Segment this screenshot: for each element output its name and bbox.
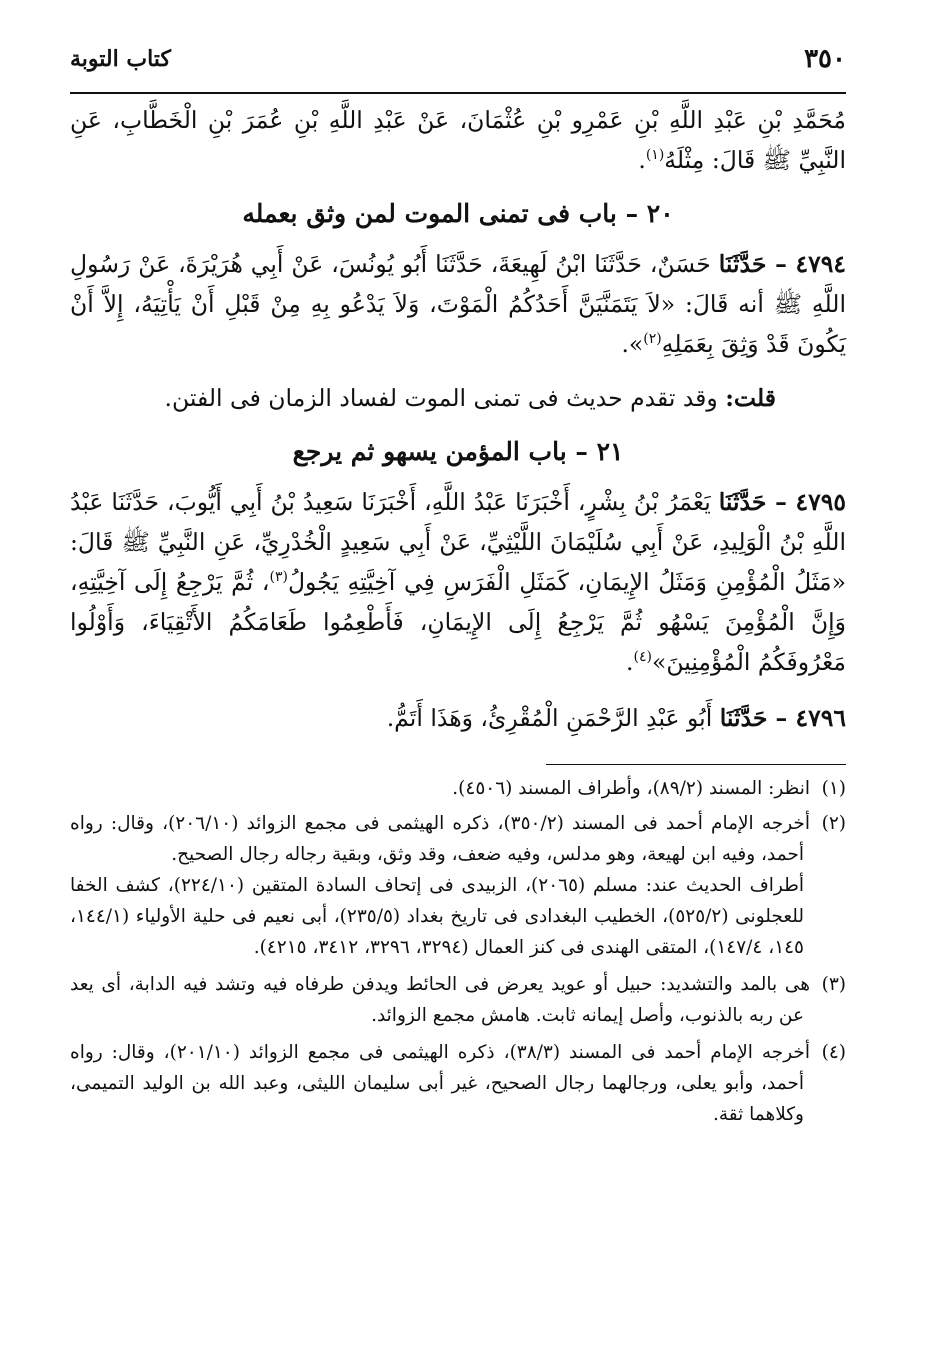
footnote-text: هى بالمد والتشديد: حبيل أو عويد يعرض فى الحائط ويدفن طرفاه فيه وتشد فيه الدابة، أى يعد عن ربه بالذنوب، وأصل إيمانه ثابت. هامش مجمع الزوائد. xyxy=(70,974,810,1026)
hadith-text: حَسَنٌ، حَدَّثَنَا ابْنُ لَهِيعَةَ، حَدَّثَنَا أَبُو يُونُسَ، عَنْ أَبِي هُرَيْرَةَ، عَنْ رَسُولِ اللَّهِ ﷺ أنه قَالَ: «لاَ يَتَمَنَّيَنَّ أَحَدُكُمُ الْمَوْتَ، وَلاَ يَدْعُو بِهِ مِنْ قَبْلِ أَنْ يَأْتِيَهُ، إِلاَّ أَنْ يَكُونَ قَدْ وَثِقَ بِعَمَلِهِ xyxy=(70,250,846,358)
footnote-text: أخرجه الإمام أحمد فى المسند (٣٥٠/٢)، ذكره الهيثمى فى مجمع الزوائد (٢٠٦/١٠)، وقال: رواه أحمد، وفيه ابن لهيعة، وهو مدلس، وفيه ضعف، وقد وثق، وبقية رجاله رجال الصحيح. xyxy=(70,813,810,865)
book-title: كتاب التوبة xyxy=(70,46,171,72)
qult-note xyxy=(70,378,846,418)
footnote-ref[interactable]: (٢) xyxy=(643,331,662,348)
continuation-text: مُحَمَّدِ بْنِ عَبْدِ اللَّهِ بْنِ عَمْرِو بْنِ عُثْمَانَ، عَنْ عَبْدِ اللَّهِ بْنِ عُمَرَ بْنِ الْخَطَّابِ، عَنِ النَّبِيِّ ﷺ قَالَ: مِثْلَهُ xyxy=(70,106,846,174)
hadith-opening: حَدَّثَنَا xyxy=(719,704,768,732)
continuation-end: . xyxy=(638,146,646,174)
header-rule xyxy=(70,92,846,94)
hadith-4795 xyxy=(70,482,846,682)
hadith-opening: حَدَّثَنَا xyxy=(718,250,767,278)
section-heading-20: ٢٠ – باب فى تمنى الموت لمن وثق بعمله xyxy=(242,199,674,228)
hadith-4796 xyxy=(70,698,846,738)
hadith-text: يَعْمَرُ بْنُ بِشْرٍ، أَخْبَرَنَا عَبْدُ اللَّهِ، أَخْبَرَنَا سَعِيدُ بْنُ أَبِي أَيُّوبَ، حَدَّثَنَا عَبْدُ اللَّهِ بْنُ الْوَلِيدِ، عَنْ أَبِي سُلَيْمَانَ اللَّيْثِيِّ، عَنْ أَبِي سَعِيدٍ الْخُدْرِيِّ، عَنِ النَّبِيِّ ﷺ قَالَ: «مَثَلُ الْمُؤْمِنِ وَمَثَلُ الإِيمَانِ، كَمَثَلِ الْفَرَسِ فِي آخِيَّتِهِ يَجُولُ xyxy=(70,488,846,596)
section-heading-21: ٢١ – باب المؤمن يسهو ثم يرجع xyxy=(292,437,624,466)
footnote-2 xyxy=(70,808,846,870)
hadith-number: ٤٧٩٦ – xyxy=(767,704,846,732)
footnotes xyxy=(70,773,846,1130)
hadith-text: ، ثُمَّ يَرْجِعُ إِلَى آخِيَّتِهِ، وَإِنَّ الْمُؤْمِنَ يَسْهُو ثُمَّ يَرْجِعُ إِلَى الإِيمَانِ، فَأَطْعِمُوا طَعَامَكُمُ الأَتْقِيَاءَ، وَأَوْلُوا مَعْرُوفَكُمُ الْمُؤْمِنِينَ» xyxy=(70,568,846,676)
footnote-3 xyxy=(70,969,846,1031)
footnote-number: (١) xyxy=(821,778,846,799)
qult-label: قلت: xyxy=(725,384,776,412)
qult-text: وقد تقدم حديث فى تمنى الموت لفساد الزمان فى الفتن. xyxy=(164,384,726,412)
footnote-number: (٢) xyxy=(821,813,846,834)
hadith-end: . xyxy=(626,648,634,676)
footnote-number: (٤) xyxy=(821,1042,846,1063)
page-number: ٣٥٠ xyxy=(804,44,846,74)
hadith-number: ٤٧٩٥ – xyxy=(766,488,846,516)
footnote-2-continuation: أطراف الحديث عند: مسلم (٢٠٦٥)، الزبيدى فى إتحاف السادة المتقين (٢٢٤/١٠)، كشف الخفا للعجلونى (٥٢٥/٢)، الخطيب البغدادى فى تاريخ بغداد (٢٣٥/٥)، أبى نعيم فى حلية الأولياء (١٤٤/١، ١٤٥، ١٤٧/٤)، المتقى الهندى فى كنز العمال (٣٢٩٤، ٣٢٩٦، ٣٤١٢، ٤٢١٥). xyxy=(70,875,805,958)
footnote-4 xyxy=(70,1037,846,1130)
hadith-end: ». xyxy=(621,330,644,358)
footnote-text: أخرجه الإمام أحمد فى المسند (٣٨/٣)، ذكره الهيثمى فى مجمع الزوائد (٢٠١/١٠)، وقال: رواه أحمد، وأبو يعلى، ورجالهما رجال الصحيح، غير أبى سليمان الليثى، وعبد الله بن الوليد التميمى، وكلاهما ثقة. xyxy=(70,1042,810,1125)
hadith-text: أَبُو عَبْدِ الرَّحْمَنِ الْمُقْرِئُ، وَهَذَا أَتَمُّ. xyxy=(386,704,720,732)
footnote-ref[interactable]: (٣) xyxy=(269,569,288,586)
document-page xyxy=(70,30,846,1350)
footnote-ref[interactable]: (٤) xyxy=(633,649,652,666)
continuation-paragraph xyxy=(70,100,846,180)
hadith-opening: حَدَّثَنَا xyxy=(718,488,767,516)
footnote-1 xyxy=(70,773,846,804)
hadith-4794 xyxy=(70,244,846,364)
page-body xyxy=(70,96,846,1130)
page-header xyxy=(70,44,846,84)
footnote-ref[interactable]: (١) xyxy=(645,147,665,164)
footnote-rule xyxy=(546,764,846,765)
footnote-number: (٣) xyxy=(821,974,846,995)
footnote-text: انظر: المسند (٨٩/٢)، وأطراف المسند (٤٥٠٦). xyxy=(452,778,810,799)
hadith-number: ٤٧٩٤ – xyxy=(766,250,846,278)
